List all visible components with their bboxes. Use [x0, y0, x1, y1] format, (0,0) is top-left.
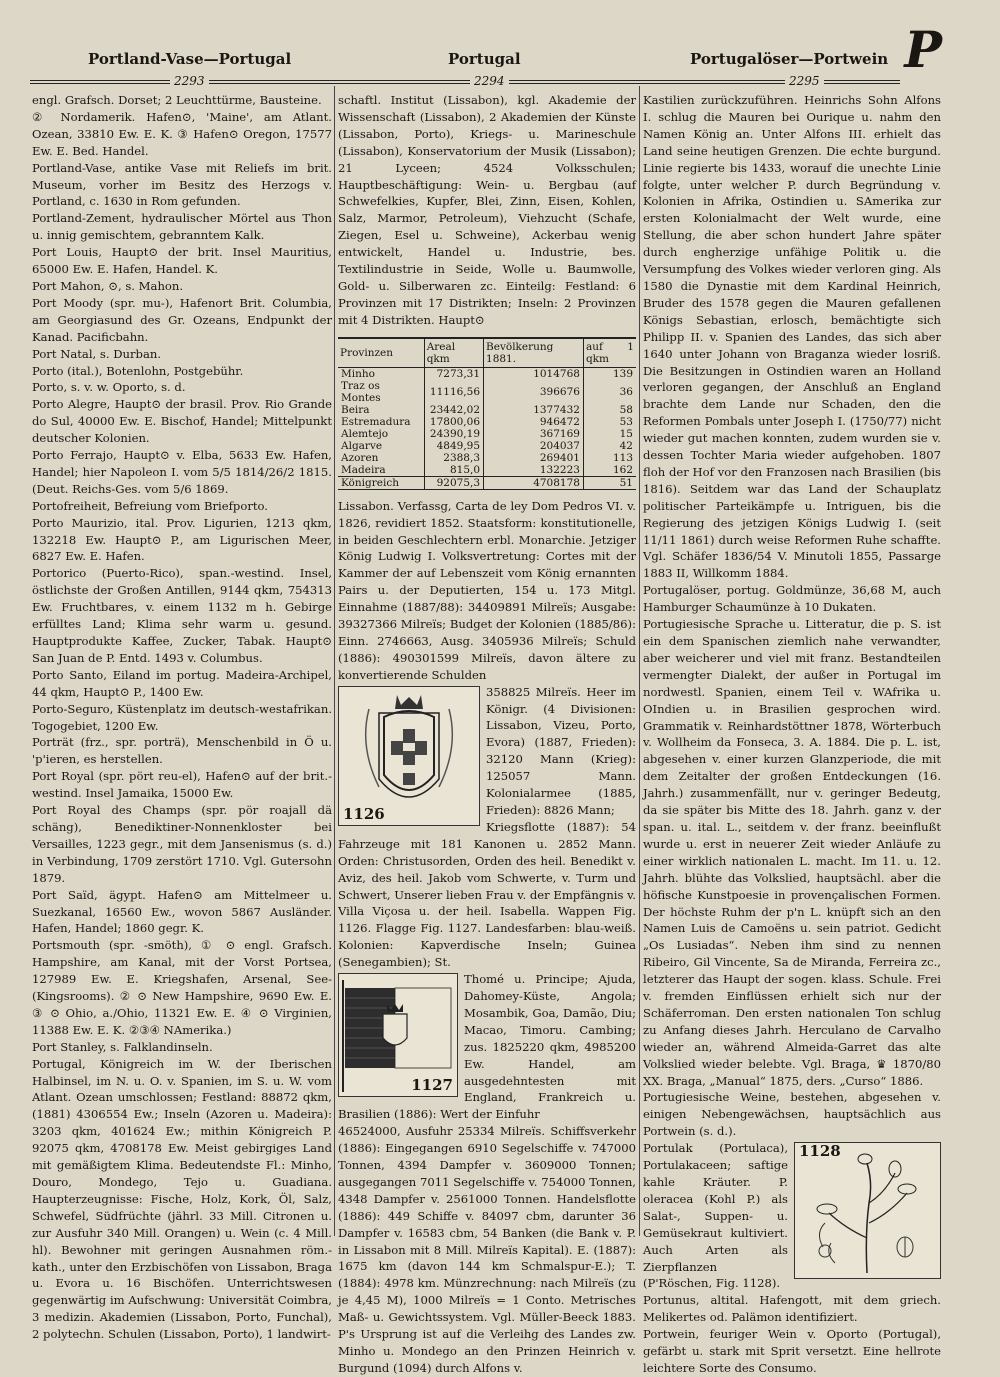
entry: 358825 Milreïs. Heer im Königr. (4 Divisionen: Lissabon, Vizeu, Porto, Evora) (1887, Frieden): 32120 Mann (Krieg): 125057 Mann. Kolonialarmee (1885, Frieden): 8826 Mann;	[486, 684, 636, 817]
table-cell: 367169	[484, 428, 584, 440]
entry: Port Natal, s. Durban.	[32, 346, 162, 361]
entry: Port Saïd, ägypt. Hafen⊙ am Mittelmeer u. Suezkanal, 16560 Ew., wovon 5867 Ausländer. Hafen, Handel; 1860 gegr. K.	[32, 887, 332, 936]
table-row	[338, 367, 636, 380]
figure-number: 1128	[799, 1142, 841, 1161]
figure-number: 1127	[411, 1076, 453, 1095]
table-cell: 132223	[484, 464, 584, 477]
table-cell: 4849,95	[424, 440, 483, 452]
entry: Portorico (Puerto-Rico), span.-westind. Insel, östlichste der Großen Antillen, 9144 qkm, 754313 Ew. Fruchtbares, v. einem 1132 m h. Gebirge erfülltes Land; Klima sehr warm u. gesund. Hauptprodukte Kaffee, Zucker, Tabak. Haupt⊙ San Juan de P. Entd. 1493 v. Columbus.	[32, 566, 332, 665]
page-number-center: 2294	[470, 74, 509, 88]
entry: Porto, s. v. w. Oporto, s. d.	[32, 380, 186, 395]
table-cell: 162	[583, 464, 636, 477]
entry: Portugiesische Sprache u. Litteratur, die p. S. ist ein dem Spanischen ziemlich nahe verwandter, aber weicherer und viel mit franz. Bestandteilen vermengter Dialekt, der außer in Portugal im nordwestl. Spanien, einem Teil v. WAfrika u. OIndien u. in Brasilien gesprochen wird. Grammatik v. Reinhardstöttner 1878, Wörterbuch v. Wollheim da Fonseca, 3. A. 1884. Die p. L. ist, abgesehen v. einer kurzen Glanzperiode, die mit dem Zeitalter der großen Entdeckungen (16. Jahrh.) zusammenfällt, nur v. geringer Bedeutg, da sie später bis Mitte des 18. Jahrh. ganz v. der span. u. ital. L., seitdem v. der franz. beeinflußt wurde u. erst in neuerer Zeit wieder Anläufe zu einer wirklich nationalen L. macht. Im 11. u. 12. Jahrh. blühte das Volkslied, hauptsächl. aber die höfische Kunstpoesie in provençalischen Formen. Der höchste Ruhm der p'n L. knüpft sich an den Namen Luis de Camoëns u. sein patriot. Gedicht „Os Lusiadas“. Neben ihm sind zu nennen Ribeiro, Gil Vincente, Sa de Miranda, Ferreira zc., letzterer das Haupt der sogen. klass. Schule. Frei v. fremden Einflüssen erhielt sich nur der Schäferroman. Den ersten nationalen Ton schlug zu Anfang dieses Jahrh. Herculano de Carvalho wieder an, während Almeida-Garret das alte Volkslied wieder belebte. Vgl. Braga, ♛ 1870/80 XX. Braga, „Manual“ 1875, ders. „Curso“ 1886.	[643, 617, 941, 1088]
entry: ② Nordamerik. Hafen⊙, 'Maine', am Atlant. Ozean, 33810 Ew. E. K. ③ Hafen⊙ Oregon, 17577 Ew. E. Bed. Handel.	[32, 109, 332, 158]
entry: Portofreiheit, Befreiung vom Briefporto.	[32, 498, 268, 513]
table-cell: 139	[583, 367, 636, 380]
column-header: Bevölkerung 1881.	[484, 338, 584, 368]
table-row	[338, 464, 636, 477]
page-number-right: 2295	[785, 74, 824, 88]
entry: 46524000, Ausfuhr 25334 Milreïs. Schiffsverkehr (1886): Eingegangen 6910 Segelschiffe v. 747000 Tonnen, 4394 Dampfer v. 3609000 Tonnen; ausgegangen 7011 Segelschiffe v. 754000 Tonnen, 4348 Dampfer v. 2561000 Tonnen. Handelsflotte (1886): 449 Schiffe v. 84097 cbm, darunter 36 Dampfer v. 16583 cbm, 54 Banken (die Bank v. P. in Lissabon mit 8 Mill. Milreïs Kapital). E. (1887): 1675 km (davon 144 km Schmalspur-E.); T. (1884): 4978 km. Münzrechnung: nach Milreïs (zu je 4,45 M), 1000 Milreïs = 1 Conto. Metrisches Maß- u. Gewichtssystem. Vgl. Müller-Beeck 1883. P's Ursprung ist auf die Verleihg des Landes zw. Minho u. Mondego an den Prinzen Heinrich v. Burgund (1094) durch Alfons v.	[338, 1124, 636, 1375]
table-cell: 24390,19	[424, 428, 483, 440]
table-cell: 42	[583, 440, 636, 452]
table-cell: 92075,3	[424, 476, 483, 489]
table-cell: 2388,3	[424, 452, 483, 464]
table-cell: Traz os Montes	[341, 379, 381, 404]
entry: Port Royal des Champs (spr. pör roajall dä schäng), Benediktiner-Nonnenkloster bei Versailles, 1223 gegr., mit dem Jansenismus (s. d.) in Verbindung, 1709 zerstört 1710. Vgl. Gutersohn 1879.	[32, 803, 332, 885]
plant-figure	[794, 1142, 941, 1279]
entry: Porträt (frz., spr. porträ), Menschenbild in Ö u. 'p'ieren, es herstellen.	[32, 735, 332, 767]
column-1	[32, 92, 332, 1342]
table-cell: 23442,02	[424, 404, 483, 416]
column-2	[338, 92, 636, 1375]
entry: Port Louis, Haupt⊙ der brit. Insel Mauritius, 65000 Ew. E. Hafen, Handel. K.	[32, 245, 332, 277]
entry: Porto Maurizio, ital. Prov. Ligurien, 1213 qkm, 132218 Ew. Haupt⊙ P., am Ligurischen Meer, 6827 Ew. E. Hafen.	[32, 515, 332, 564]
table-cell: 946472	[484, 416, 584, 428]
table-row	[338, 428, 636, 440]
provinces-table	[338, 337, 636, 490]
table-cell: 204037	[484, 440, 584, 452]
running-head-center: Portugal	[448, 50, 521, 68]
header-rule	[30, 80, 900, 84]
table-cell: Beira	[341, 403, 370, 416]
entry: engl. Grafsch. Dorset; 2 Leuchttürme, Bausteine.	[32, 93, 322, 107]
table-cell: 58	[583, 404, 636, 416]
entry: Port Royal (spr. pört reu-el), Hafen⊙ auf der brit.-westind. Insel Jamaika, 15000 Ew.	[32, 769, 332, 801]
entry: Kastilien zurückzuführen. Heinrichs Sohn Alfons I. schlug die Mauren bei Ourique u. nahm den Namen König an. Unter Alfons III. erhielt das Land seine heutigen Grenzen. Die echte burgund. Linie regierte bis 1433, worauf die unechte Linie folgte, unter welcher P. durch Begründung v. Kolonien in Afrika, Ostindien u. SAmerika zur ersten Kolonialmacht der Welt wurde, eine Stellung, die aber schon hundert Jahre später durch engherzige unfähige Politik u. die Versumpfung des Volkes wieder verloren ging. Als 1580 die Dynastie mit dem Kardinal Heinrich, Bruder des 1578 gegen die Mauren gefallenen Königs Sebastian, erlosch, bemächtigte sich Philipp II. v. Spanien des Landes, das sich aber 1640 unter Johann von Braganza wieder losriß. Die Besitzungen in Ostindien waren an Holland verloren gegangen, der Anschluß an England brachte dem Lande nur Schaden, den die Reformen Pombals unter Joseph I. (1750/77) nicht wieder gut machen konnten, zudem wurden sie v. dessen Tochter Maria wieder aufgehoben. 1807 floh der Hof vor den Franzosen nach Brasilien (bis 1816). Seitdem war das Land der Schauplatz politischer Parteikämpfe u. Intriguen, bis die Regierung des jetzigen Königs Ludwig I. (seit 11/11 1861) durch weise Reformen Ruhe schaffte. Vgl. Schäfer 1836/54 V. Minutoli 1855, Passarge 1883 II, Willkomm 1884.	[643, 93, 941, 581]
entry: schaftl. Institut (Lissabon), kgl. Akademie der Wissenschaft (Lissabon), 2 Akademien der Künste (Lissabon, Porto), Kriegs- u. Marineschule (Lissabon), Konservatorium der Musik (Lissabon); 21 Lyceen; 4524 Volksschulen; Hauptbeschäftigung: Wein- u. Bergbau (auf Schwefelkies, Kupfer, Blei, Zinn, Eisen, Kohlen, Salz, Marmor, Petroleum), Viehzucht (Schafe, Ziegen, Esel u. Schweine), Ackerbau wenig entwickelt, Handel u. Industrie, bes. Textilindustrie in Seide, Wolle u. Baumwolle, Gold- u. Silberwaren zc. Einteilg: Festland: 6 Provinzen mit 17 Distrikten; Inseln: 2 Provinzen mit 4 Distrikten. Haupt⊙	[338, 93, 636, 327]
table-row	[338, 404, 636, 416]
entry: Thomé u. Principe; Ajuda, Dahomey-Küste, Angola; Mosambik, Goa, Damão, Diu; Macao, Timoru. Cambing; zus. 1825220 qkm, 4985200 Ew. Handel, am ausgedehntesten mit England, Frankreich u. Brasilien (1886): Wert der Einfuhr	[338, 972, 636, 1122]
table-cell: 51	[583, 476, 636, 489]
table-row	[338, 380, 636, 404]
column-header: auf 1 qkm	[583, 338, 636, 368]
table-total-row	[338, 476, 636, 489]
entry: Portugal, Königreich im W. der Iberischen Halbinsel, im N. u. O. v. Spanien, im S. u. W. vom Atlant. Ozean umschlossen; Festland: 88872 qkm, (1881) 4306554 Ew.; Inseln (Azoren u. Madeira): 3203 qkm, 401624 Ew.; mithin Königreich P. 92075 qkm, 4708178 Ew. Meist gebirgiges Land mit gemäßigtem Klima. Bedeutendste Fl.: Minho, Douro, Mondego, Tejo u. Guadiana. Haupterzeugnisse: Fische, Holz, Kork, Öl, Salz, Schwefel, Südfrüchte (jährl. 33 Mill. Citronen u. zur Ausfuhr 340 Mill. Orangen) u. Wein (c. 4 Mill. hl). Bewohner mit geringen Ausnahmen röm.-kath., unter den Erzbischöfen von Lissabon, Braga u. Evora u. 16 Bischöfen. Unterrichtswesen gegenwärtig im Aufschwung: Universität Coimbra, 3 medizin. Akademien (Lissabon, Porto, Funchal), 2 polytechn. Schulen (Lissabon, Porto), 1 landwirt-	[32, 1056, 332, 1342]
entry: Portulak (Portulaca), Portulakaceen; saftige kahle Kräuter. P. oleracea (Kohl P.) als Salat-, Suppen- u. Gemüsekraut kultiviert. Auch Arten als Zierpflanzen (P'Röschen, Fig. 1128).	[643, 1141, 788, 1291]
entry: Porto Ferrajo, Haupt⊙ v. Elba, 5633 Ew. Hafen, Handel; hier Napoleon I. vom 5/5 1814/26/2 1815. (Deut. Reichs-Ges. vom 5/6 1869.	[32, 448, 332, 496]
entry: Portugalöser, portug. Goldmünze, 36,68 M, auch Hamburger Schaumünze à 10 Dukaten.	[643, 583, 941, 615]
entry: Portsmouth (spr. -smöth), ① ⊙ engl. Grafsch. Hampshire, am Kanal, mit der Vorst Portsea, 127989 Ew. E. Kriegshafen, Arsenal, See-(Kingsrooms). ② ⊙ New Hampshire, 9690 Ew. E. ③ ⊙ Ohio, a./Ohio, 11321 Ew. E. ④ ⊙ Virginien, 11388 Ew. E. K. ②③④ NAmerika.)	[32, 938, 332, 1037]
entry: Port Mahon, ⊙, s. Mahon.	[32, 278, 184, 293]
column-3	[643, 92, 941, 1375]
entry: Portwein, feuriger Wein v. Oporto (Portugal), gefärbt u. stark mit Sprit versetzt. Eine hellrote leichtere Sorte des Consumo.	[643, 1327, 941, 1375]
table-cell: 4708178	[484, 476, 584, 489]
figure-number: 1126	[343, 804, 385, 823]
table-cell: 17800,06	[424, 416, 483, 428]
table-row	[338, 452, 636, 464]
table-cell: Algarve	[341, 439, 383, 452]
table-cell: 36	[583, 380, 636, 404]
entry: Porto-Seguro, Küstenplatz im deutsch-westafrikan. Togogebiet, 1200 Ew.	[32, 701, 332, 733]
purslane-plant-icon	[795, 1143, 940, 1278]
table-cell: 15	[583, 428, 636, 440]
entry: Port Moody (spr. mu-), Hafenort Brit. Columbia, am Georgiasund des Gr. Ozeans, Endpunkt der Kanad. Pacificbahn.	[32, 295, 332, 344]
entry: Portugiesische Weine, bestehen, abgesehen v. einigen Nebengewächsen, hauptsächlich aus Portwein (s. d.).	[643, 1090, 941, 1139]
table-cell: 11116,56	[424, 380, 483, 404]
running-head-right: Portugalöser—Portwein	[690, 50, 889, 68]
table-cell: 396676	[484, 380, 584, 404]
table-cell: 815,0	[424, 464, 483, 477]
entry: Portland-Vase, antike Vase mit Reliefs im brit. Museum, vorher im Besitz des Herzogs v. Portland, c. 1630 in Rom gefunden.	[32, 160, 332, 209]
section-letter: P	[904, 20, 942, 79]
column-header: Provinzen	[338, 338, 424, 368]
entry: Portland-Zement, hydraulischer Mörtel aus Thon u. innig gemischtem, gebranntem Kalk.	[32, 211, 332, 243]
entry: Lissabon. Verfassg, Carta de ley Dom Pedros VI. v. 1826, revidiert 1852. Staatsform: konstitutionelle, in beiden Geschlechtern erbl. Monarchie. Jetziger König Ludwig I. Volksvertretung: Cortes mit der Kammer der auf Lebenszeit vom König ernannten Pairs u. der Deputierten, 154 u. 173 Mitgl. Einnahme (1887/88): 34409891 Milreïs; Ausgabe: 39327366 Milreïs; Budget der Kolonien (1885/86): Einn. 2746663, Ausg. 3405936 Milreïs; Schuld (1886): 490301599 Milreïs, davon ältere zu konvertierende Schulden	[338, 498, 636, 682]
table-header-row	[338, 338, 636, 368]
coat-of-arms-figure	[338, 686, 480, 826]
table-cell: 113	[583, 452, 636, 464]
table-cell: Estremadura	[341, 415, 411, 428]
coat-of-arms-icon	[339, 687, 479, 825]
table-row	[338, 440, 636, 452]
column-divider	[639, 86, 641, 1236]
running-head-left: Portland-Vase—Portugal	[88, 50, 292, 68]
table-cell: 269401	[484, 452, 584, 464]
entry: Port Stanley, s. Falklandinseln.	[32, 1039, 213, 1054]
entry: Porto (ital.), Botenlohn, Postgebühr.	[32, 363, 244, 378]
table-cell: Minho	[341, 367, 375, 380]
page-number-left: 2293	[170, 74, 209, 88]
column-header: Areal qkm	[424, 338, 483, 368]
table-cell: 53	[583, 416, 636, 428]
entry: Porto Santo, Eiland im portug. Madeira-Archipel, 44 qkm, Haupt⊙ P., 1400 Ew.	[32, 667, 332, 699]
table-cell: Madeira	[341, 463, 386, 476]
table-cell: Alemtejo	[341, 427, 389, 440]
table-cell: Azoren	[341, 451, 379, 464]
column-divider	[334, 86, 336, 1236]
entry: Porto Alegre, Haupt⊙ der brasil. Prov. Rio Grande do Sul, 40000 Ew. E. Bischof, Handel; Mittelpunkt deutscher Kolonien.	[32, 397, 332, 446]
table-cell: 1014768	[484, 367, 584, 380]
entry: Kriegsflotte (1887): 54 Fahrzeuge mit 181 Kanonen u. 2852 Mann. Orden: Christusorden, Orden des heil. Benedikt v. Aviz, des heil. Jakob vom Schwerte, v. Turm und Schwert, Unserer lieben Frau v. der Empfängnis v. Villa Viçosa u. der heil. Isabella. Wappen Fig. 1126. Flagge Fig. 1127. Landesfarben: blau-weiß. Kolonien: Kapverdische Inseln; Guinea (Senegambien); St.	[338, 819, 636, 970]
flag-figure	[338, 973, 458, 1097]
entry: Portunus, altital. Hafengott, mit dem griech. Melikertes od. Palämon identifiziert.	[643, 1293, 941, 1325]
table-cell: 1377432	[484, 404, 584, 416]
table-cell: 7273,31	[424, 367, 483, 380]
table-row	[338, 416, 636, 428]
table-cell: Königreich	[338, 476, 424, 489]
